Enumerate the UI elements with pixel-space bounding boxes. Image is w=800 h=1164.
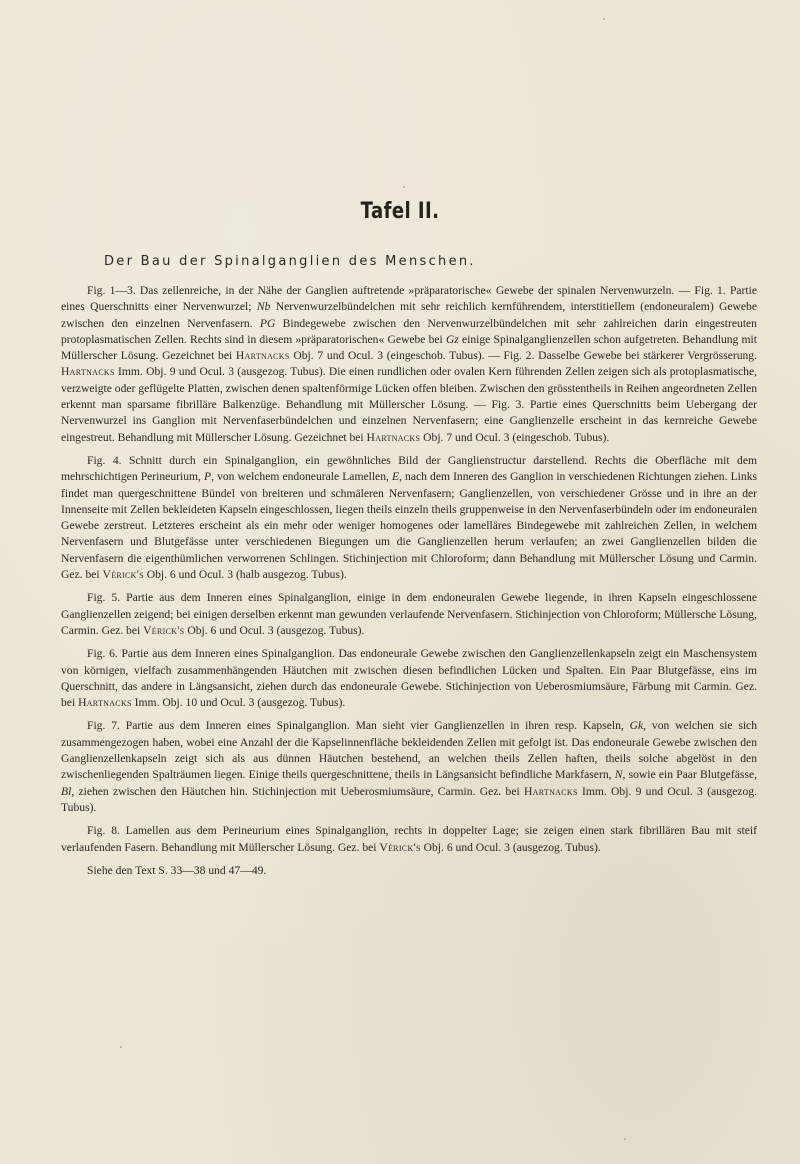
text-run: Fig. 6. Partie aus dem Inneren eines Spinalganglion. Das endoneurale Gewebe zwischen den Ganglienzellenkapseln zeigt ein Maschensystem von körnigen, vielfach zusammenhängenden Häutchen mit zwischen diesen befindlichen Lücken und Spalten. Ein Paar Blutgefässe, eins im Querschnitt, das andere in Längsansicht, ziehen durch das endoneurale Gewebe. Stichinjection von Ueberosmiumsäure, Färbung mit Carmin. Gez. bei (61, 647, 757, 710)
paper-speck (403, 186, 405, 188)
text-run: , von welchem endoneurale Lamellen, (211, 470, 392, 484)
maker-name: Hartnacks (235, 349, 290, 363)
plate-explanation (61, 283, 757, 886)
text-run: , von welchen sie sich zusammengezogen haben, wobei eine Anzahl der die Kapselinnenfläche bekleidenden Zellen mit gefolgt ist. Das endoneurale Gewebe zwischen den Ganglienzellenkapseln zeigt sich als aus dünnen Häutchen bestehend, an welchen theils Zellen haften, theils solche abgelöst in den zwischenliegenden Spalträumen liegen. Einige theils quergeschnittene, theils in Längsansicht befindliche Markfasern, (61, 719, 757, 782)
maker-name: Hartnacks (61, 365, 115, 379)
plate-title: Tafel II. (360, 199, 440, 224)
figure-label: Gz (445, 332, 459, 346)
figure-label: Bl (61, 784, 72, 798)
figure-label: PG (259, 316, 276, 330)
text-run: Obj. 7 und Ocul. 3 (eingeschob. Tubus). (420, 430, 610, 444)
section-heading: Der Bau der Spinalganglien des Menschen. (104, 254, 476, 269)
figure-description-paragraph (61, 283, 757, 446)
text-run: Imm. Obj. 9 und Ocul. 3 (ausgezog. Tubus). (61, 784, 757, 814)
text-run: Fig. 1—3. Das zellenreiche, in der Nähe der Ganglien auftretende »präparatorische« Gewebe der spinalen Nervenwurzeln. — Fig. 1. Partie eines Querschnitts einer Nervenwurzel; (61, 284, 757, 314)
maker-name: Vérick's (379, 840, 421, 854)
text-run: Imm. Obj. 10 und Ocul. 3 (ausgezog. Tubus). (131, 696, 346, 710)
figure-label: Gk (629, 719, 644, 733)
figure-label: N (614, 768, 623, 782)
figure-description-paragraph (61, 823, 757, 856)
text-run: Bindegewebe zwischen den Nervenwurzelbündelchen mit sehr zahlreichen darin eingestreuten protoplasmatischen Zellen. Rechts sind in diesem »präparatorischen« Gewebe bei (61, 316, 757, 346)
text-run: Fig. 4. Schnitt durch ein Spinalganglion, ein gewöhnliches Bild der Ganglienstructur darstellend. Rechts die Oberfläche mit dem mehrschichtigen Perineurium, (61, 453, 757, 484)
text-run: einige Spinalganglienzellen schon aufgetreten. Behandlung mit Müllerscher Lösung. Gezeichnet bei (61, 332, 757, 363)
text-run: Fig. 8. Lamellen aus dem Perineurium eines Spinalganglion, rechts in doppelter Lage; sie zeigen einen stark fibrillären Bau mit steif verlaufenden Fasern. Behandlung mit Müllerscher Lösung. Gez. bei (61, 824, 757, 854)
text-run: Imm. Obj. 9 und Ocul. 3 (ausgezog. Tubus). Die einen rundlichen oder ovalen Kern führenden Zellen zeigen sich als protoplasmatische, verzweigte oder geflügelte Platten, zwischen denen spaltenförmige Lücken offen bleiben. Zwischen den grösstentheils in Reihen angeordneten Zellen erkennt man sparsame fibrilläre Balkenzüge. Behandlung mit Müllerscher Lösung. — Fig. 3. Partie eines Querschnitts beim Uebergang der Nervenwurzel ins Ganglion mit Nervenfaserbündelchen und einzelnen Nervenfasern; eine Ganglienzelle erscheint in das kernreiche Gewebe eingestreut. Behandlung mit Müllerscher Lösung. Gezeichnet bei (61, 365, 757, 444)
maker-name: Vérick's (143, 623, 185, 637)
figure-label: P (204, 470, 212, 484)
maker-name: Vérick's (102, 568, 144, 582)
text-run: , sowie ein Paar Blutgefässe, (622, 768, 758, 782)
paper-speck (624, 1138, 626, 1140)
maker-name: Hartnacks (78, 696, 132, 710)
figure-description-paragraph (61, 590, 757, 639)
figure-description-paragraph (61, 453, 757, 583)
paper-speck (603, 18, 605, 20)
maker-name: Hartnacks (366, 430, 421, 444)
text-run: Obj. 6 und Ocul. 3 (halb ausgezog. Tubus). (143, 568, 347, 582)
figure-label: E (391, 470, 400, 484)
figure-description-paragraph (61, 863, 757, 879)
figure-description-paragraph (61, 646, 757, 711)
text-run: Fig. 7. Partie aus dem Inneren eines Spinalganglion. Man sieht vier Ganglienzellen in ihren resp. Kapseln, (87, 719, 630, 733)
maker-name: Hartnacks (524, 784, 578, 798)
figure-description-paragraph (61, 718, 757, 816)
text-run: , nach dem Inneren des Ganglion in verschiedenen Richtungen ziehen. Links findet man quergeschnittene Bündel von breiteren und schmäleren Nervenfasern; Ganglienzellen, von verschiedener Grösse und in ihre an der Innenseite mit Zellen bekleideten Kapseln eingeschlossen, liegen theils einzeln theils gruppenweise in den Nervenfaserbündeln oder im endoneuralen Gewebe zerstreut. Letzteres erscheint als ein mehr oder weniger homogenes oder lamelläres Bindegewebe mit zahlreichen Zellen, in welchem Nervenfasern und Blutgefässe unter verschiedenen Biegungen um die Ganglienzellen herum verlaufen; an zwei Ganglienzellen bilden die Nervenfasern die eigenthümlichen verworrenen Schlingen. Stichinjection mit Chloroform; dann Behandlung mit Müllerscher Lösung und Carmin. Gez. bei (61, 470, 757, 582)
text-run: Nervenwurzelbündelchen mit sehr reichlich kernführendem, interstitiellem (endoneuralem) Gewebe zwischen den einzelnen Nervenfasern. (61, 300, 757, 330)
text-run: Obj. 7 und Ocul. 3 (eingeschob. Tubus). — Fig. 2. Dasselbe Gewebe bei stärkerer Vergrösserung. (289, 349, 757, 363)
text-run: Obj. 6 und Ocul. 3 (ausgezog. Tubus). (184, 623, 365, 637)
text-run: Obj. 6 und Ocul. 3 (ausgezog. Tubus). (420, 840, 601, 854)
paper-speck (120, 1046, 122, 1048)
text-run: Siehe den Text S. 33—38 und 47—49. (87, 863, 267, 877)
text-run: Fig. 5. Partie aus dem Inneren eines Spinalganglion, einige in dem endoneuralen Gewebe liegende, in ihren Kapseln eingeschlossene Ganglienzellen zeigend; bei einigen derselben erkennt man gewunden verlaufende Nervenfasern. Stichinjection von Chloroform; Müllersche Lösung, Carmin. Gez. bei (61, 591, 757, 637)
text-run: , ziehen zwischen den Häutchen hin. Stichinjection mit Ueberosmiumsäure, Carmin. Gez. bei (71, 784, 524, 798)
figure-label: Nb (256, 300, 271, 314)
